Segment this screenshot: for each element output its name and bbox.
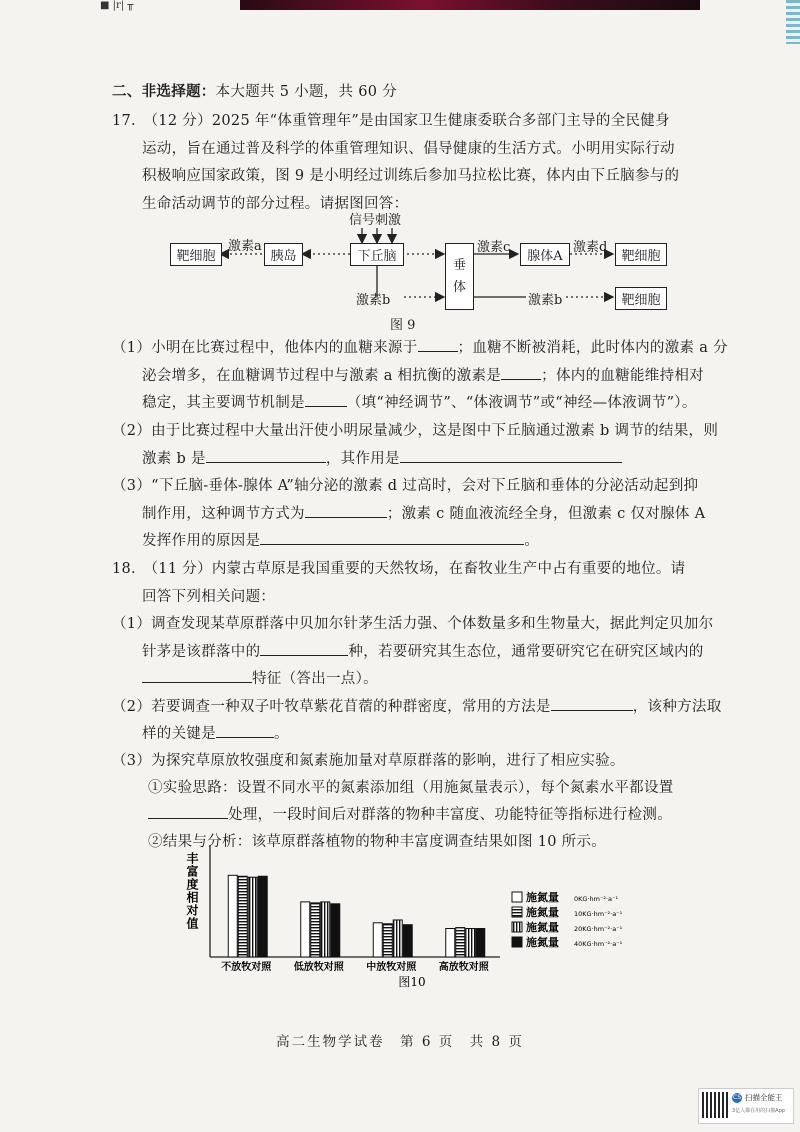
q18-3-line-1: （3）为探究草原放牧强度和氮素施加量对草原群落的影响，进行了相应实验。 (112, 753, 625, 769)
q17-1-text-c: 泌会增多，在血糖调节过程中与激素 a 相抗衡的激素是 (142, 368, 502, 384)
bar-4-3 (466, 929, 475, 958)
bar-1-4 (258, 876, 267, 957)
legend-unit-4: 40KG·hm⁻²·a⁻¹ (574, 940, 623, 948)
q18-3-line-4: ②结果与分析：该草原群落植物的物种丰富度调查结果如图 10 所示。 (148, 834, 607, 850)
q18-1-text-c: 种，若要研究其生态位，通常要研究它在研究区域内的 (348, 644, 704, 660)
hormone-b-label-2: 激素b (528, 293, 563, 308)
q17-3-text-c: ；激素 c 随血液流经全身，但激素 c 仅对腺体 A (386, 506, 706, 522)
x-tick-label-4: 高放牧对照 (438, 962, 489, 973)
legend-unit-1: 0KG·hm⁻²·a⁻¹ (574, 895, 619, 903)
legend-name-3: 施氮量 (526, 921, 559, 934)
figure-10-caption: 图10 (398, 975, 426, 989)
legend-swatch-1 (512, 892, 522, 902)
top-marks: ■ |r| ╥ (100, 0, 134, 11)
bar-2-3 (321, 902, 330, 957)
q18-3-line-2: ①实验思路：设置不同水平的氮素添加组（用施氮量表示），每个氮素水平都设置 (148, 780, 674, 796)
page-footer: 高二生物学试卷 第 6 页 共 8 页 (276, 1034, 524, 1050)
hormone-c-label: 激素c (477, 240, 511, 255)
q17-2-line-1: （2）由于比赛过程中大量出汗使小明尿量减少，这是图中下丘脑通过激素 b 调节的结果，则 (112, 423, 719, 439)
legend-unit-3: 20KG·hm⁻²·a⁻¹ (574, 925, 623, 933)
scanner-name: 扫描全能王 (745, 1093, 783, 1102)
figure-9-caption: 图 9 (390, 318, 416, 333)
bar-2-1 (301, 902, 310, 957)
q17-2-text-b: 激素 b 是 (142, 451, 206, 467)
bar-2-4 (331, 904, 340, 957)
target-cell-3: 靶细胞 (615, 287, 667, 310)
hormone-a-label: 激素a (228, 239, 262, 254)
section-title-bold: 二、非选择题： (112, 83, 216, 100)
y-axis-label: 丰富度相对值 (185, 852, 199, 930)
legend-swatch-4 (512, 937, 522, 947)
hormone-d-label: 激素d (573, 240, 608, 255)
legend-swatch-3 (512, 922, 522, 932)
q18-line-1: 18. （11 分）内蒙古草原是我国重要的天然牧场，在畜牧业生产中占有重要的地位。请 (112, 561, 686, 577)
bar-4-1 (446, 929, 455, 958)
q18-2-text-d: 。 (274, 726, 289, 742)
q17-line-3: 积极响应国家政策，图 9 是小明经过训练后参加马拉松比赛，体内由下丘脑参与的 (142, 168, 680, 184)
hormone-b-label-1: 激素b (356, 293, 391, 308)
signal-label: 信号刺激 (349, 213, 402, 228)
hypothalamus-box: 下丘脑 (350, 243, 404, 266)
bar-3-1 (373, 923, 382, 957)
q17-1-text-f: （填“神经调节”、“体液调节”或“神经—体液调节”）。 (346, 395, 697, 411)
pancreas-box: 胰岛 (264, 243, 303, 266)
q17-2-text-c: ，其作用是 (325, 451, 400, 467)
q17-line-4: 生命活动调节的部分过程。请据图回答： (142, 196, 409, 212)
q18-1-text-b: 针茅是该群落中的 (142, 644, 261, 660)
bar-3-2 (383, 924, 392, 957)
q17-3-line-1: （3）“下丘脑-垂体-腺体 A”轴分泌的激素 d 过高时，会对下丘脑和垂体的分泌活动起到抑 (112, 478, 699, 494)
q17-1-text-a: （1）小明在比赛过程中，他体内的血糖来源于 (112, 340, 418, 356)
q18-2-text-a: （2）若要调查一种双子叶牧草紫花苜蓿的种群密度，常用的方法是 (112, 699, 551, 715)
bar-1-1 (228, 875, 237, 957)
q18-1-line-1: （1）调查发现某草原群落中贝加尔针茅生活力强、个体数量多和生物量大，据此判定贝加尔 (112, 616, 714, 632)
q17-3-text-b: 制作用，这种调节方式为 (142, 506, 305, 522)
x-tick-label-3: 中放牧对照 (366, 962, 417, 973)
q18-3-text-c: 处理，一段时间后对群落的物种丰富度、功能特征等指标进行检测。 (228, 807, 672, 823)
legend-name-1: 施氮量 (526, 891, 559, 904)
bar-4-2 (456, 928, 465, 957)
gland-a-box: 腺体A (520, 243, 570, 266)
legend-swatch-2 (512, 907, 522, 917)
bar-2-2 (311, 903, 320, 957)
legend-unit-2: 10KG·hm⁻²·a⁻¹ (574, 910, 623, 918)
x-tick-label-2: 低放牧对照 (293, 962, 344, 973)
legend-name-2: 施氮量 (526, 906, 559, 919)
q17-3-text-d: 发挥作用的原因是 (142, 533, 261, 549)
q18-line-2: 回答下列相关问题： (142, 589, 276, 605)
bar-1-2 (238, 876, 247, 957)
x-tick-label-1: 不放牧对照 (221, 962, 272, 973)
scanner-logo-icon: CS (733, 1094, 741, 1101)
q18-2-text-c: 样的关键是 (142, 726, 216, 742)
q17-1-text-d: ；体内的血糖能维持相对 (541, 368, 704, 384)
legend-name-4: 施氮量 (526, 936, 559, 949)
q17-1-text-e: 稳定，其主要调节机制是 (142, 395, 305, 411)
scanner-watermark (698, 1088, 794, 1124)
bar-1-3 (248, 877, 257, 957)
target-cell-2: 靶细胞 (615, 243, 667, 266)
q17-line-2: 运动，旨在通过普及科学的体重管理知识、倡导健康的生活方式。小明用实际行动 (142, 141, 675, 157)
bar-4-4 (476, 929, 485, 958)
target-cell-1: 靶细胞 (170, 243, 222, 266)
section-title-rest: 本大题共 5 小题，共 60 分 (215, 84, 398, 100)
scanner-subtitle: 3亿人都在用的扫描App (732, 1108, 785, 1114)
q17-line-1: 17. （12 分）2025 年“体重管理年”是由国家卫生健康委联合多部门主导的全民健身 (112, 113, 670, 129)
bar-3-4 (403, 925, 412, 957)
bar-3-3 (393, 920, 402, 957)
qr-code-icon (702, 1092, 728, 1118)
pituitary-box: 垂 体 (445, 243, 474, 310)
q17-1-text-b: ；血糖不断被消耗，此时体内的激素 a 分 (457, 340, 728, 356)
q18-2-text-b: ，该种方法取 (632, 699, 722, 715)
q17-3-text-e: 。 (524, 533, 540, 549)
q18-1-text-d: 特征（答出一点）。 (252, 671, 378, 687)
